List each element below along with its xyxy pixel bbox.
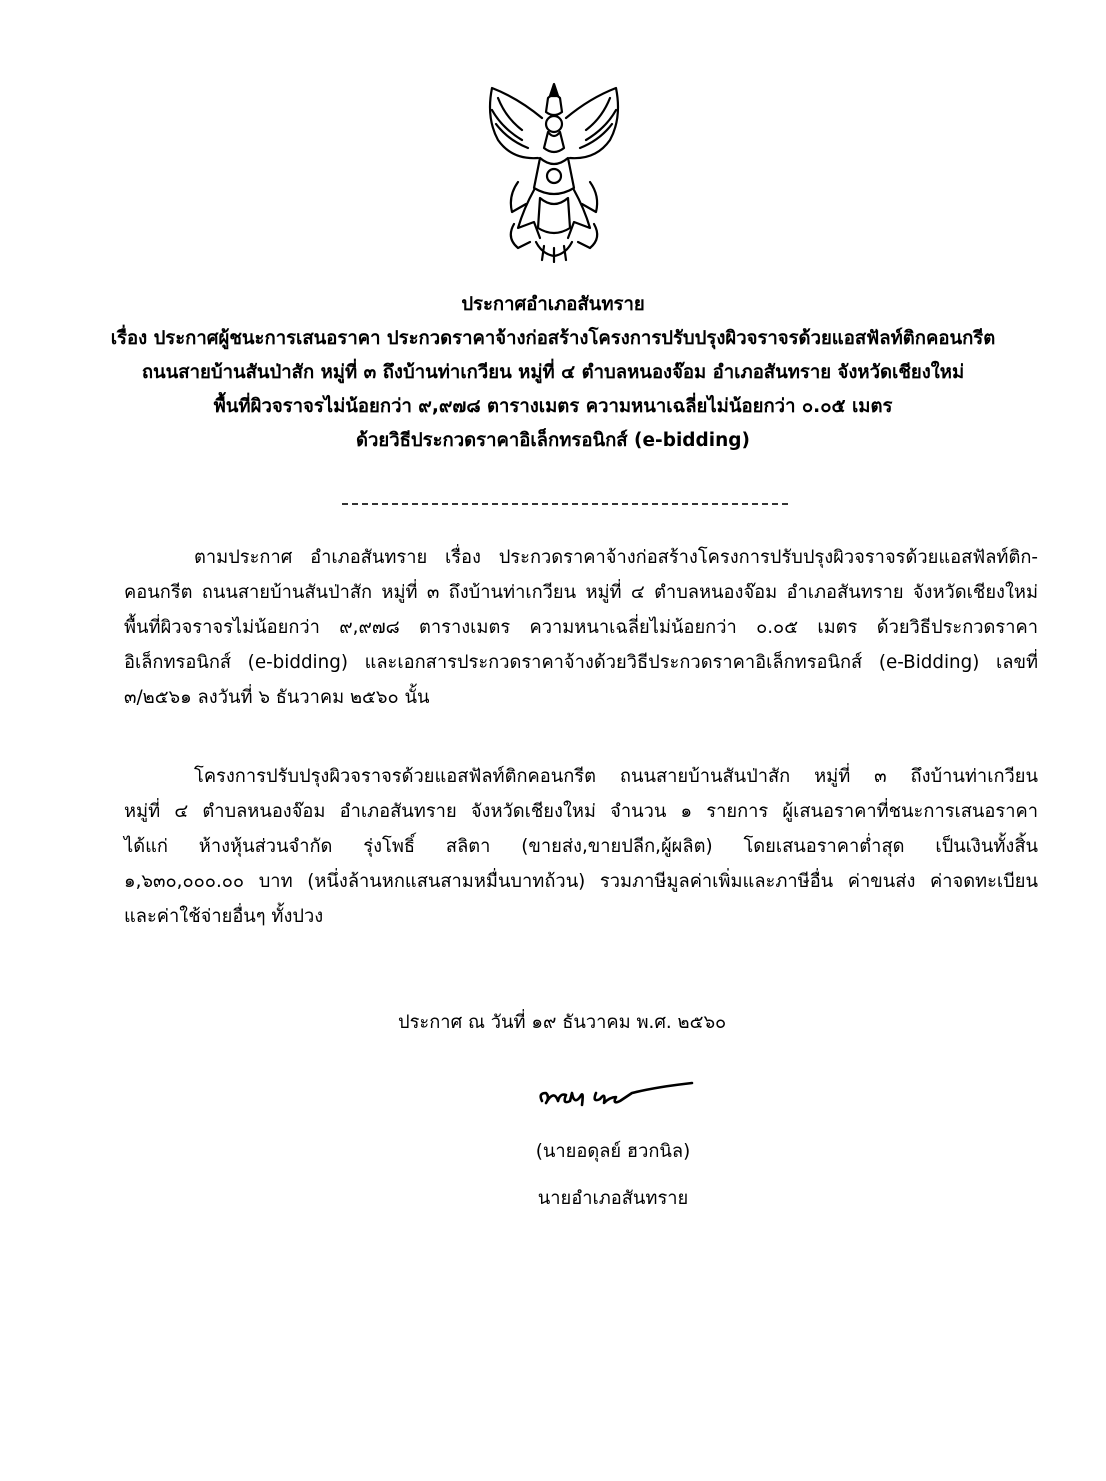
subject-line: พื้นที่ผิวจราจรไม่น้อยกว่า ๙,๙๗๘ ตารางเมตร ความหนาเฉลี่ยไม่น้อยกว่า ๐.๐๕ เมตร	[213, 396, 893, 417]
body-paragraph-2	[124, 759, 1038, 934]
paragraph-line: พื้นที่ผิวจราจรไม่น้อยกว่า ๙,๙๗๘ ตารางเมตร ความหนาเฉลี่ยไม่น้อยกว่า ๐.๐๕ เมตร ด้วยวิธีประกวดราคา	[124, 617, 1038, 638]
paragraph-line: และค่าใช้จ่ายอื่นๆ ทั้งปวง	[124, 906, 324, 927]
garuda-emblem	[478, 78, 630, 263]
signer-position: นายอำเภอสันทราย	[537, 1188, 689, 1209]
signer-name: (นายอดุลย์ ฮวกนิล)	[535, 1141, 691, 1162]
subject-line: ถนนสายบ้านสันป่าสัก หมู่ที่ ๓ ถึงบ้านท่าเกวียน หมู่ที่ ๔ ตำบลหนองจ๊อม อำเภอสันทราย จังหวัดเชียงใหม่	[141, 362, 965, 383]
announcement-date: ประกาศ ณ วันที่ ๑๙ ธันวาคม พ.ศ. ๒๕๖๐	[398, 1012, 727, 1033]
paragraph-line: อิเล็กทรอนิกส์ (e-bidding) และเอกสารประกวดราคาจ้างด้วยวิธีประกวดราคาอิเล็กทรอนิกส์ (e-Bidding) เลขที่	[124, 652, 1038, 673]
subject-line: เรื่อง ประกาศผู้ชนะการเสนอราคา ประกวดราคาจ้างก่อสร้างโครงการปรับปรุงผิวจราจรด้วยแอสฟัลท์ติกคอนกรีต	[110, 328, 996, 349]
paragraph-line: คอนกรีต ถนนสายบ้านสันป่าสัก หมู่ที่ ๓ ถึงบ้านท่าเกวียน หมู่ที่ ๔ ตำบลหนองจ๊อม อำเภอสันทราย จังหวัดเชียงใหม่	[124, 582, 1038, 603]
paragraph-line: โครงการปรับปรุงผิวจราจรด้วยแอสฟัลท์ติกคอนกรีต ถนนสายบ้านสันป่าสัก หมู่ที่ ๓ ถึงบ้านท่าเกวียน	[194, 766, 1038, 787]
paragraph-line: ตามประกาศ อำเภอสันทราย เรื่อง ประกวดราคาจ้างก่อสร้างโครงการปรับปรุงผิวจราจรด้วยแอสฟัลท์ติก-	[194, 547, 1038, 568]
paragraph-line: ๓/๒๕๖๑ ลงวันที่ ๖ ธันวาคม ๒๕๖๐ นั้น	[124, 687, 430, 708]
paragraph-line: ได้แก่ ห้างหุ้นส่วนจำกัด รุ่งโพธิ์ สลิตา (ขายส่ง,ขายปลีก,ผู้ผลิต) โดยเสนอราคาต่ำสุด เป็นเงินทั้งสิ้น	[124, 836, 1038, 857]
body-paragraph-1	[124, 540, 1038, 715]
issuer-heading: ประกาศอำเภอสันทราย	[461, 294, 645, 315]
paragraph-line: ๑,๖๓๐,๐๐๐.๐๐ บาท (หนึ่งล้านหกแสนสามหมื่นบาทถ้วน) รวมภาษีมูลค่าเพิ่มและภาษีอื่น ค่าขนส่ง ค่าจดทะเบียน	[124, 871, 1038, 892]
document-title-block	[40, 288, 1066, 458]
subject-line: ด้วยวิธีประกวดราคาอิเล็กทรอนิกส์ (e-bidding)	[356, 430, 750, 451]
handwritten-signature	[536, 1075, 696, 1113]
dashed-divider	[342, 503, 788, 505]
garuda-emblem-icon	[478, 78, 630, 263]
paragraph-line: หมู่ที่ ๔ ตำบลหนองจ๊อม อำเภอสันทราย จังหวัดเชียงใหม่ จำนวน ๑ รายการ ผู้เสนอราคาที่ชนะการเสนอราคา	[124, 801, 1038, 822]
